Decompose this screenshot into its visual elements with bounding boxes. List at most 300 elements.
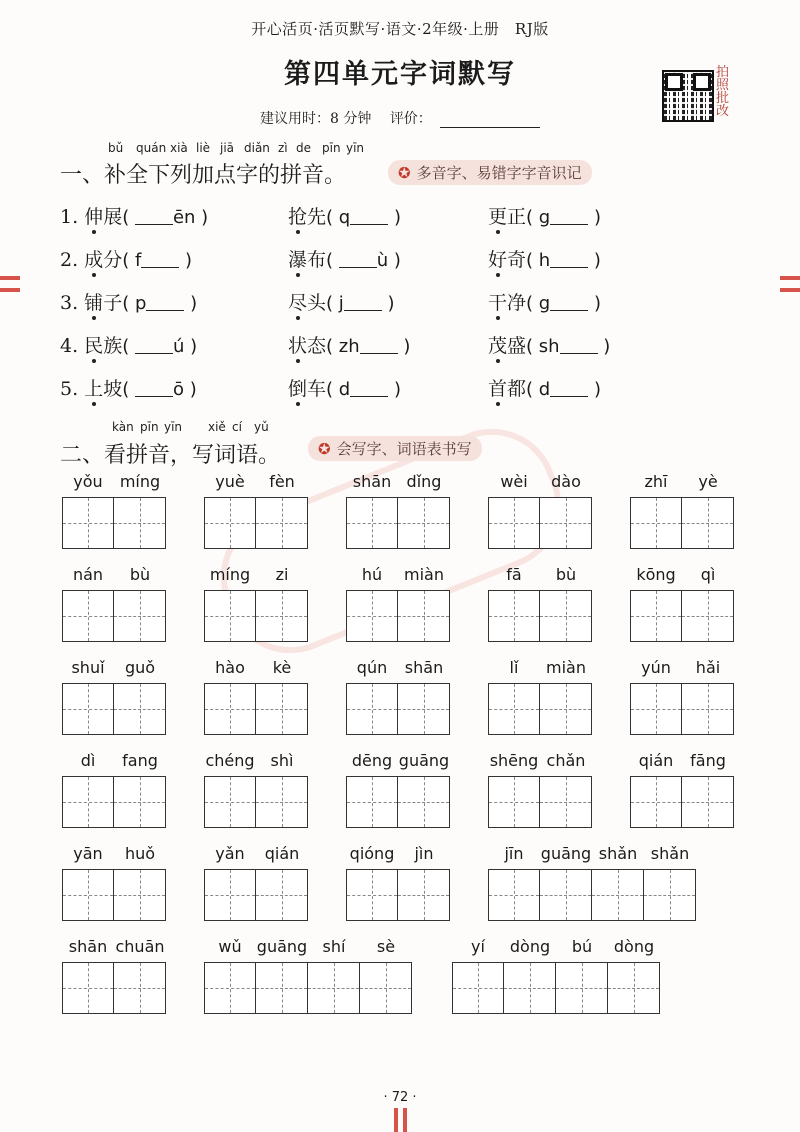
answer-blank[interactable]	[526, 379, 601, 400]
syllable: kōng	[636, 565, 676, 584]
section2-tip-text: 会写字、词语表书写	[336, 440, 472, 458]
writing-cell[interactable]	[540, 683, 592, 735]
writing-cell[interactable]	[346, 869, 398, 921]
dotted-char: 上	[84, 378, 104, 400]
binding-mark-right	[780, 272, 800, 296]
syllable: míng	[209, 565, 251, 584]
word-pinyin	[204, 751, 308, 770]
dotted-char: 伸	[84, 206, 104, 228]
writing-cell[interactable]	[204, 776, 256, 828]
binding-mark-left	[0, 272, 20, 296]
syllable: fang	[122, 751, 158, 770]
writing-cell[interactable]	[398, 776, 450, 828]
answer-blank[interactable]	[326, 336, 410, 357]
dotted-char: 状	[288, 335, 308, 357]
heading-pinyin: xià	[170, 141, 188, 155]
syllable: fèn	[269, 472, 295, 491]
pinyin-question	[60, 245, 192, 272]
word-box	[204, 658, 308, 735]
writing-cell[interactable]	[398, 590, 450, 642]
word-pinyin	[62, 937, 166, 956]
word-char: 态	[307, 335, 327, 357]
page-title: 第四单元字词默写	[284, 59, 516, 90]
word-box	[204, 937, 412, 1014]
word-box	[204, 472, 308, 549]
writing-cell[interactable]	[592, 869, 644, 921]
writing-cell[interactable]	[114, 497, 166, 549]
word-pinyin	[346, 565, 450, 584]
writing-grid	[488, 869, 696, 921]
writing-cell[interactable]	[488, 869, 540, 921]
heading-pinyin: xiě	[208, 420, 226, 434]
syllable: yún	[641, 658, 671, 677]
word-box	[62, 472, 166, 549]
word-pinyin	[630, 472, 734, 491]
word-pinyin	[62, 844, 166, 863]
syllable: chǎn	[546, 751, 586, 770]
syllable: qì	[700, 565, 716, 584]
paren-open: (	[526, 379, 539, 400]
word-pinyin	[204, 844, 308, 863]
dotted-char: 干	[488, 292, 508, 314]
writing-cell[interactable]	[308, 962, 360, 1014]
question-number: 3.	[60, 292, 85, 314]
word-box	[488, 658, 592, 735]
word-box	[62, 565, 166, 642]
blank-line[interactable]	[135, 206, 173, 225]
eval-label: 评价：	[389, 111, 432, 127]
question-number: 2.	[60, 249, 85, 271]
writing-cell[interactable]	[630, 683, 682, 735]
writing-grid	[62, 962, 166, 1014]
writing-cell[interactable]	[540, 590, 592, 642]
paren-open: (	[526, 250, 539, 271]
writing-grid	[346, 497, 450, 549]
blank-line[interactable]	[350, 378, 388, 397]
hint-prefix: g	[538, 293, 551, 314]
blank-line[interactable]	[350, 206, 388, 225]
answer-blank[interactable]	[326, 207, 401, 228]
syllable: yǒu	[73, 472, 103, 491]
word-pinyin	[452, 937, 660, 956]
pinyin-question	[60, 288, 197, 315]
word-pinyin	[630, 565, 734, 584]
syllable: wèi	[500, 472, 528, 491]
word-pinyin	[488, 472, 592, 491]
paren-open: (	[526, 207, 539, 228]
writing-grid	[62, 776, 166, 828]
pinyin-question	[288, 331, 410, 358]
section2-heading: 二、看拼音，写词语。	[60, 443, 281, 468]
hint-suffix: ō	[172, 379, 184, 400]
writing-grid	[62, 869, 166, 921]
writing-grid	[204, 683, 308, 735]
word-char: 布	[307, 249, 327, 271]
writing-cell[interactable]	[398, 497, 450, 549]
blank-line[interactable]	[135, 335, 173, 354]
answer-blank[interactable]	[122, 293, 197, 314]
syllable: sè	[376, 937, 396, 956]
qr-code-icon[interactable]	[662, 70, 714, 122]
writing-cell[interactable]	[204, 683, 256, 735]
writing-cell[interactable]	[682, 776, 734, 828]
syllable: bù	[555, 565, 577, 584]
heading-pinyin: cí	[232, 420, 242, 434]
hint-prefix: g	[538, 207, 551, 228]
writing-cell[interactable]	[346, 776, 398, 828]
blank-line[interactable]	[550, 249, 588, 268]
writing-cell[interactable]	[488, 776, 540, 828]
writing-cell[interactable]	[62, 962, 114, 1014]
dotted-char: 瀑	[288, 249, 308, 271]
writing-grid	[630, 776, 734, 828]
section2-pinyin	[0, 420, 800, 436]
paren-close: )	[184, 336, 198, 357]
writing-cell[interactable]	[62, 776, 114, 828]
writing-cell[interactable]	[644, 869, 696, 921]
word-box	[346, 472, 450, 549]
syllable: qián	[638, 751, 674, 770]
paren-close: )	[388, 207, 401, 228]
writing-cell[interactable]	[608, 962, 660, 1014]
writing-cell[interactable]	[204, 590, 256, 642]
answer-blank[interactable]	[526, 207, 601, 228]
writing-cell[interactable]	[256, 590, 308, 642]
word-char: 正	[507, 206, 527, 228]
syllable: huǒ	[124, 844, 156, 863]
paren-close: )	[388, 379, 401, 400]
pinyin-question	[60, 374, 197, 401]
writing-cell[interactable]	[62, 683, 114, 735]
writing-cell[interactable]	[256, 683, 308, 735]
word-char: 展	[103, 206, 123, 228]
word-box	[346, 565, 450, 642]
blank-line[interactable]	[360, 335, 398, 354]
section1-pinyin	[0, 141, 800, 157]
syllable: míng	[119, 472, 161, 491]
syllable: nán	[72, 565, 104, 584]
writing-cell[interactable]	[540, 497, 592, 549]
word-box	[204, 565, 308, 642]
pinyin-question	[60, 331, 197, 358]
writing-grid	[488, 497, 592, 549]
writing-cell[interactable]	[62, 497, 114, 549]
writing-cell[interactable]	[256, 497, 308, 549]
pinyin-question	[488, 245, 601, 272]
paren-open: (	[326, 379, 339, 400]
word-char: 头	[307, 292, 327, 314]
pinyin-question	[488, 331, 610, 358]
hint-prefix: sh	[538, 336, 560, 357]
hint-prefix: d	[338, 379, 351, 400]
answer-blank[interactable]	[526, 250, 601, 271]
word-char: 坡	[103, 378, 123, 400]
writing-cell[interactable]	[630, 590, 682, 642]
hint-prefix: h	[538, 250, 551, 271]
word-box	[630, 472, 734, 549]
pinyin-question	[288, 202, 401, 229]
writing-cell[interactable]	[346, 590, 398, 642]
heading-pinyin: diǎn	[244, 141, 270, 155]
writing-grid	[488, 590, 592, 642]
writing-cell[interactable]	[488, 590, 540, 642]
paren-close: )	[588, 207, 601, 228]
writing-grid	[204, 497, 308, 549]
dotted-char: 倒	[288, 378, 308, 400]
syllable: shān	[404, 658, 444, 677]
writing-cell[interactable]	[256, 962, 308, 1014]
hint-prefix: f	[134, 250, 142, 271]
paren-close: )	[183, 379, 197, 400]
writing-cell[interactable]	[630, 776, 682, 828]
syllable: lǐ	[509, 658, 519, 677]
writing-grid	[346, 683, 450, 735]
writing-cell[interactable]	[556, 962, 608, 1014]
section1-heading: 一、补全下列加点字的拼音。	[60, 163, 347, 188]
word-char: 先	[307, 206, 327, 228]
writing-grid	[62, 683, 166, 735]
syllable: miàn	[546, 658, 586, 677]
writing-cell[interactable]	[452, 962, 504, 1014]
pinyin-question	[288, 245, 401, 272]
word-pinyin	[346, 844, 450, 863]
paren-open: (	[122, 336, 135, 357]
word-pinyin	[488, 844, 696, 863]
pinyin-question	[288, 288, 395, 315]
word-box	[346, 658, 450, 735]
word-pinyin	[346, 472, 450, 491]
syllable: shì	[270, 751, 294, 770]
writing-cell[interactable]	[114, 683, 166, 735]
answer-blank[interactable]	[122, 250, 192, 271]
hint-suffix: ú	[172, 336, 185, 357]
word-pinyin	[204, 658, 308, 677]
writing-cell[interactable]	[682, 683, 734, 735]
paren-close: )	[179, 250, 193, 271]
section1-tip-text: 多音字、易错字字音识记	[416, 164, 582, 182]
heading-pinyin: jiā	[220, 141, 235, 155]
hint-prefix: d	[538, 379, 551, 400]
syllable: fāng	[690, 751, 726, 770]
series-header: 开心活页·活页默写·语文·2年级·上册 RJ版	[251, 20, 549, 38]
word-char: 盛	[507, 335, 527, 357]
hint-prefix: j	[338, 293, 344, 314]
word-box	[488, 751, 592, 828]
writing-grid	[488, 683, 592, 735]
dotted-char: 好	[488, 249, 508, 271]
word-pinyin	[62, 565, 166, 584]
hint-suffix: ēn	[172, 207, 196, 228]
heading-pinyin: kàn	[112, 420, 134, 434]
writing-cell[interactable]	[204, 962, 256, 1014]
syllable: shǎn	[598, 844, 638, 863]
word-char: 奇	[507, 249, 527, 271]
heading-pinyin: bǔ	[108, 141, 124, 155]
section1-tip	[388, 160, 592, 185]
answer-blank[interactable]	[122, 336, 197, 357]
word-box	[630, 751, 734, 828]
hint-prefix: zh	[338, 336, 360, 357]
writing-grid	[204, 776, 308, 828]
word-char: 都	[507, 378, 527, 400]
writing-cell[interactable]	[540, 869, 592, 921]
word-char: 子	[103, 292, 123, 314]
writing-cell[interactable]	[346, 683, 398, 735]
blank-line[interactable]	[550, 378, 588, 397]
writing-cell[interactable]	[346, 497, 398, 549]
syllable: shān	[68, 937, 108, 956]
word-char: 族	[103, 335, 123, 357]
writing-cell[interactable]	[488, 683, 540, 735]
writing-cell[interactable]	[256, 869, 308, 921]
answer-blank[interactable]	[122, 379, 197, 400]
syllable: guāng	[256, 937, 308, 956]
word-box	[488, 472, 592, 549]
paren-close: )	[597, 336, 611, 357]
meta-line	[260, 108, 540, 128]
paren-open: (	[326, 293, 339, 314]
question-number: 5.	[60, 378, 85, 400]
paren-close: )	[184, 293, 198, 314]
heading-pinyin: liè	[196, 141, 211, 155]
writing-cell[interactable]	[398, 869, 450, 921]
pinyin-question	[288, 374, 401, 401]
question-number: 1.	[60, 206, 85, 228]
word-pinyin	[204, 472, 308, 491]
word-box	[62, 751, 166, 828]
syllable: yè	[698, 472, 718, 491]
heading-pinyin: yīn	[164, 420, 183, 434]
syllable: miàn	[404, 565, 444, 584]
word-pinyin	[62, 472, 166, 491]
heading-pinyin: pīn	[322, 141, 341, 155]
paren-close: )	[195, 207, 209, 228]
writing-grid	[204, 962, 412, 1014]
syllable: shǎn	[650, 844, 690, 863]
paren-close: )	[588, 379, 601, 400]
qr-side-label: 拍照批改	[716, 65, 730, 119]
blank-line[interactable]	[550, 206, 588, 225]
dotted-char: 更	[488, 206, 508, 228]
word-box	[62, 844, 166, 921]
writing-cell[interactable]	[114, 869, 166, 921]
page-number: · 72 ·	[383, 1090, 417, 1105]
writing-cell[interactable]	[488, 497, 540, 549]
paren-open: (	[122, 250, 135, 271]
dotted-char: 尽	[288, 292, 308, 314]
dotted-char: 成	[84, 249, 104, 271]
writing-grid	[204, 869, 308, 921]
paren-close: )	[588, 293, 601, 314]
blank-line[interactable]	[560, 335, 598, 354]
paren-open: (	[326, 250, 339, 271]
writing-cell[interactable]	[114, 776, 166, 828]
paren-open: (	[526, 336, 539, 357]
blank-line[interactable]	[141, 249, 179, 268]
writing-grid	[488, 776, 592, 828]
blank-line[interactable]	[146, 292, 184, 311]
word-pinyin	[346, 658, 450, 677]
syllable: dào	[551, 472, 581, 491]
syllable: hào	[215, 658, 245, 677]
writing-cell[interactable]	[114, 962, 166, 1014]
paren-open: (	[122, 207, 135, 228]
blank-line[interactable]	[135, 378, 173, 397]
syllable: dǐng	[406, 472, 442, 491]
binding-mark-bottom	[392, 1108, 410, 1132]
syllable: guāng	[398, 751, 450, 770]
answer-blank[interactable]	[326, 293, 395, 314]
writing-cell[interactable]	[630, 497, 682, 549]
writing-cell[interactable]	[62, 869, 114, 921]
syllable: shuǐ	[71, 658, 105, 677]
syllable: wǔ	[218, 937, 242, 956]
syllable: dēng	[351, 751, 393, 770]
syllable: guāng	[540, 844, 592, 863]
tip-bullet-icon: ✪	[398, 164, 411, 182]
word-box	[346, 751, 450, 828]
answer-blank[interactable]	[326, 250, 401, 271]
syllable: yǎn	[215, 844, 245, 863]
writing-cell[interactable]	[682, 590, 734, 642]
syllable: yí	[471, 937, 485, 956]
syllable: shí	[322, 937, 346, 956]
writing-grid	[346, 776, 450, 828]
word-box	[630, 565, 734, 642]
time-label: 建议用时：8 分钟	[260, 111, 372, 127]
writing-cell[interactable]	[360, 962, 412, 1014]
pinyin-question	[488, 288, 601, 315]
word-pinyin	[204, 937, 412, 956]
answer-blank[interactable]	[526, 336, 610, 357]
hint-prefix: p	[134, 293, 147, 314]
writing-cell[interactable]	[540, 776, 592, 828]
eval-blank[interactable]	[440, 113, 540, 128]
writing-cell[interactable]	[398, 683, 450, 735]
syllable: zhī	[644, 472, 668, 491]
writing-grid	[630, 497, 734, 549]
syllable: dòng	[509, 937, 551, 956]
paren-close: )	[388, 250, 401, 271]
syllable: bù	[129, 565, 151, 584]
paren-close: )	[381, 293, 395, 314]
heading-pinyin: zì	[278, 141, 288, 155]
section2-word-grid	[0, 472, 800, 1032]
word-char: 分	[103, 249, 123, 271]
writing-cell[interactable]	[204, 869, 256, 921]
dotted-char: 铺	[84, 292, 104, 314]
writing-cell[interactable]	[504, 962, 556, 1014]
writing-cell[interactable]	[682, 497, 734, 549]
syllable: jīn	[504, 844, 524, 863]
answer-blank[interactable]	[526, 293, 601, 314]
blank-line[interactable]	[344, 292, 382, 311]
writing-cell[interactable]	[256, 776, 308, 828]
word-pinyin	[346, 751, 450, 770]
blank-line[interactable]	[550, 292, 588, 311]
paren-open: (	[526, 293, 539, 314]
pinyin-question	[488, 374, 601, 401]
writing-grid	[630, 683, 734, 735]
word-pinyin	[488, 565, 592, 584]
writing-grid	[452, 962, 660, 1014]
answer-blank[interactable]	[326, 379, 401, 400]
answer-blank[interactable]	[122, 207, 208, 228]
writing-cell[interactable]	[114, 590, 166, 642]
blank-line[interactable]	[339, 249, 377, 268]
writing-cell[interactable]	[204, 497, 256, 549]
writing-cell[interactable]	[62, 590, 114, 642]
